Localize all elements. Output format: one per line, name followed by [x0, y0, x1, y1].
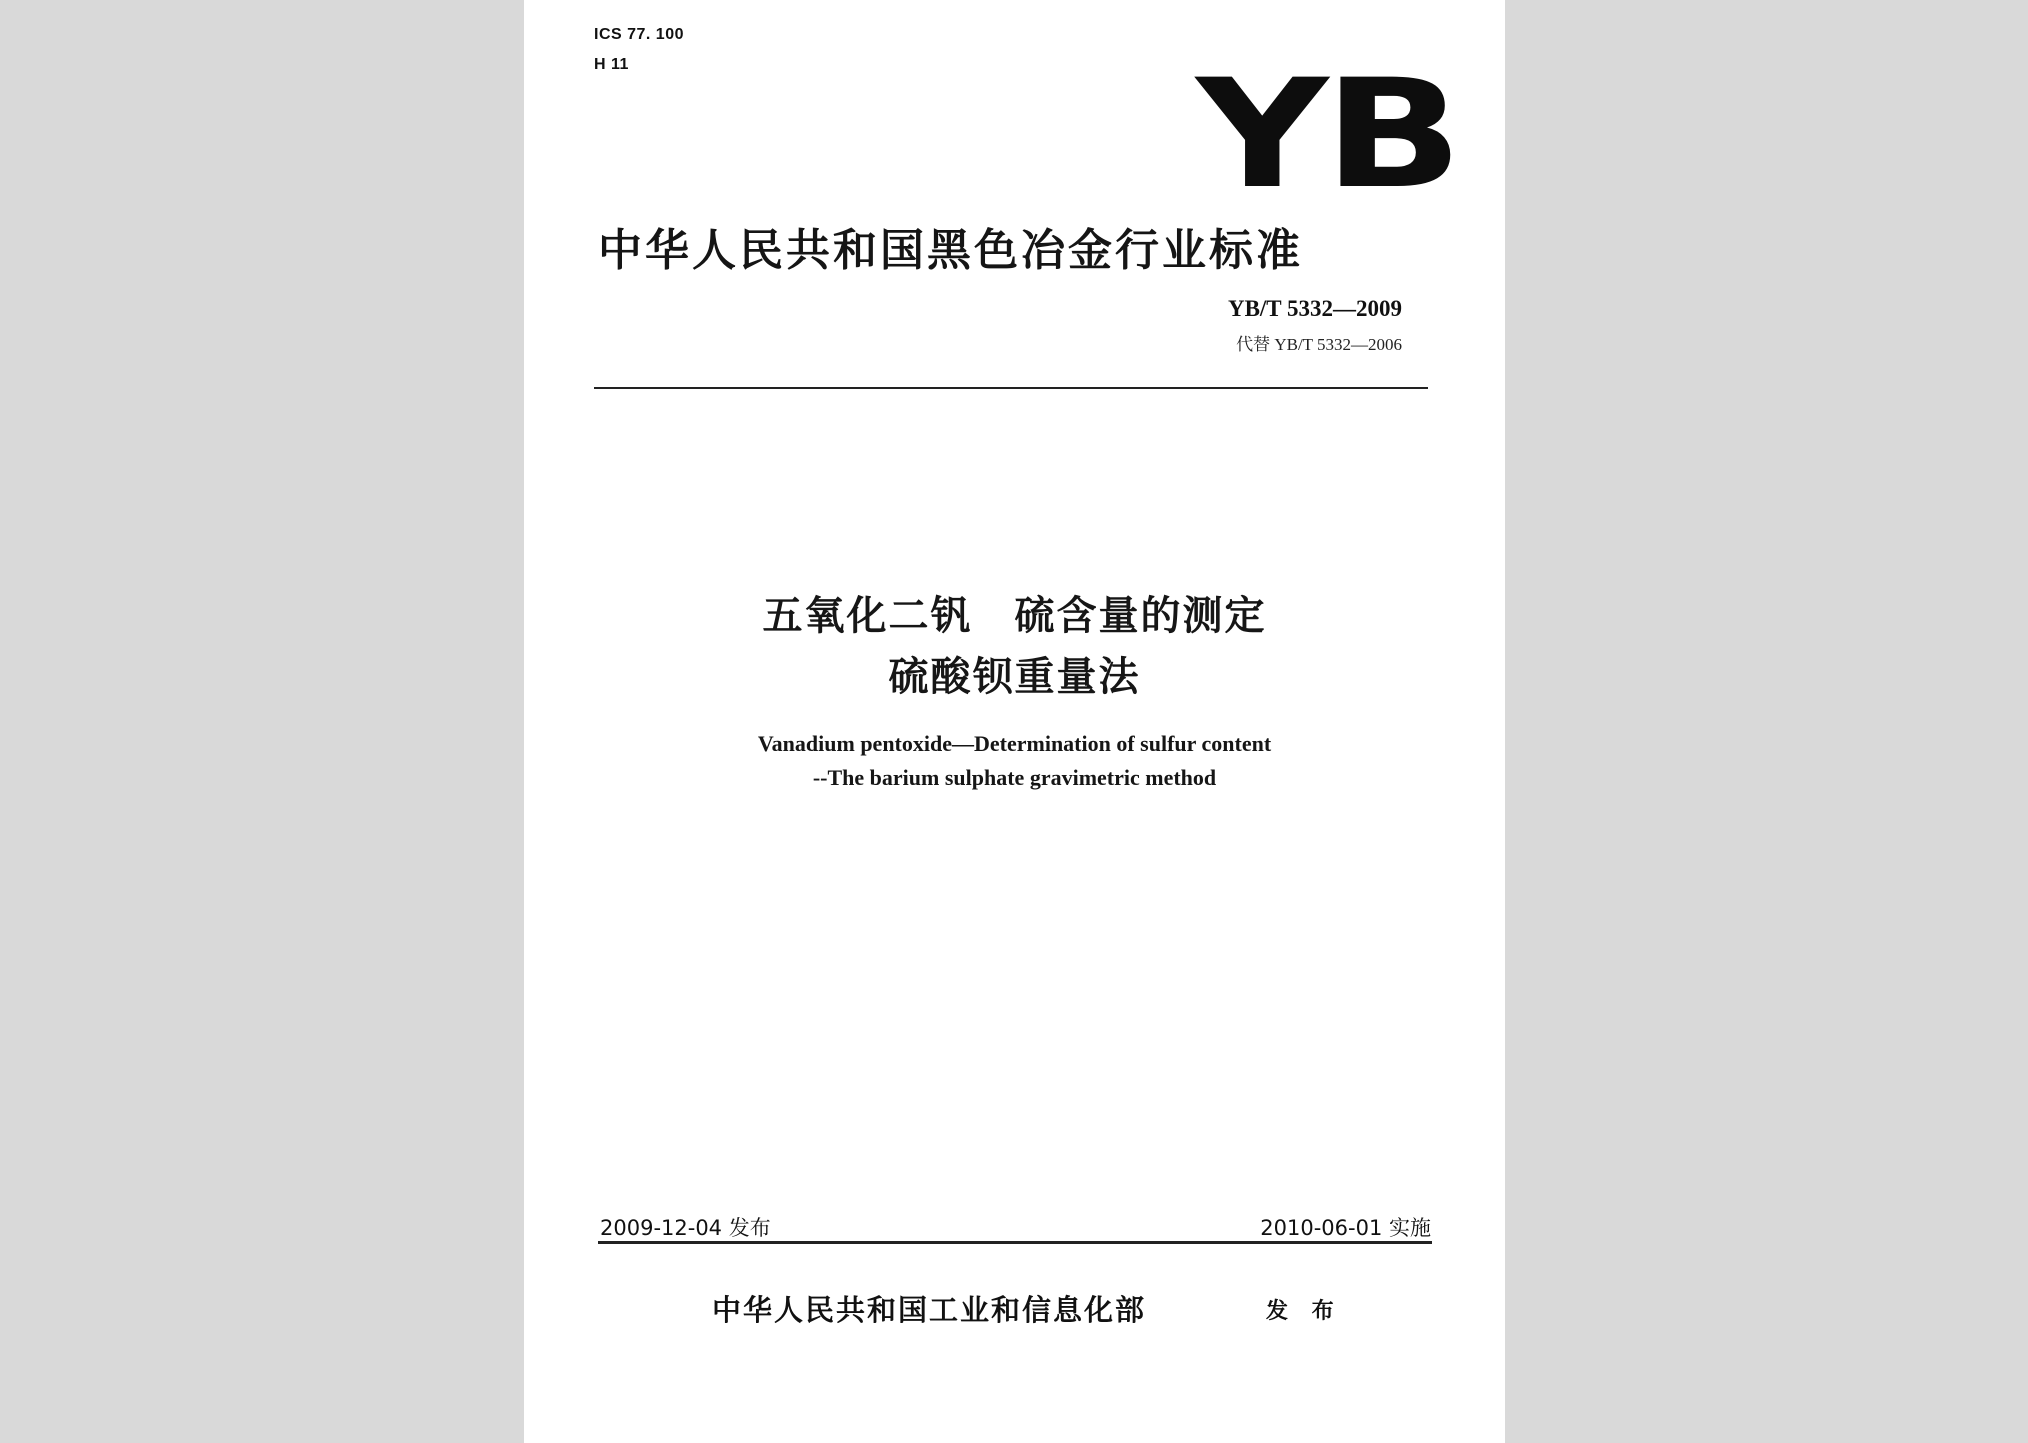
publish-label: 发 布 [1266, 1298, 1342, 1324]
ccs-code: H 11 [594, 56, 629, 73]
industry-standard-title: 中华人民共和国黑色冶金行业标准 [598, 225, 1303, 276]
title-en-line2: --The barium sulphate gravimetric method [812, 765, 1217, 790]
title-cn-line1: 五氧化二钒 硫含量的测定 [762, 593, 1267, 639]
document-page [524, 0, 1505, 1443]
top-divider [594, 387, 1428, 389]
publisher-name: 中华人民共和国工业和信息化部 [712, 1293, 1147, 1327]
ics-code: ICS 77. 100 [594, 26, 684, 43]
implementation-date: 2010-06-01 实施 [1260, 1216, 1431, 1240]
title-en-line1: Vanadium pentoxide—Determination of sulfur content [757, 731, 1272, 756]
title-cn-line2: 硫酸钡重量法 [888, 654, 1141, 700]
bottom-divider [598, 1241, 1432, 1244]
replaces-standard: 代替 YB/T 5332—2006 [1236, 335, 1402, 354]
issue-date: 2009-12-04 发布 [600, 1216, 771, 1240]
yb-logo: YB [1196, 48, 1459, 222]
standard-number: YB/T 5332—2009 [1227, 296, 1402, 321]
